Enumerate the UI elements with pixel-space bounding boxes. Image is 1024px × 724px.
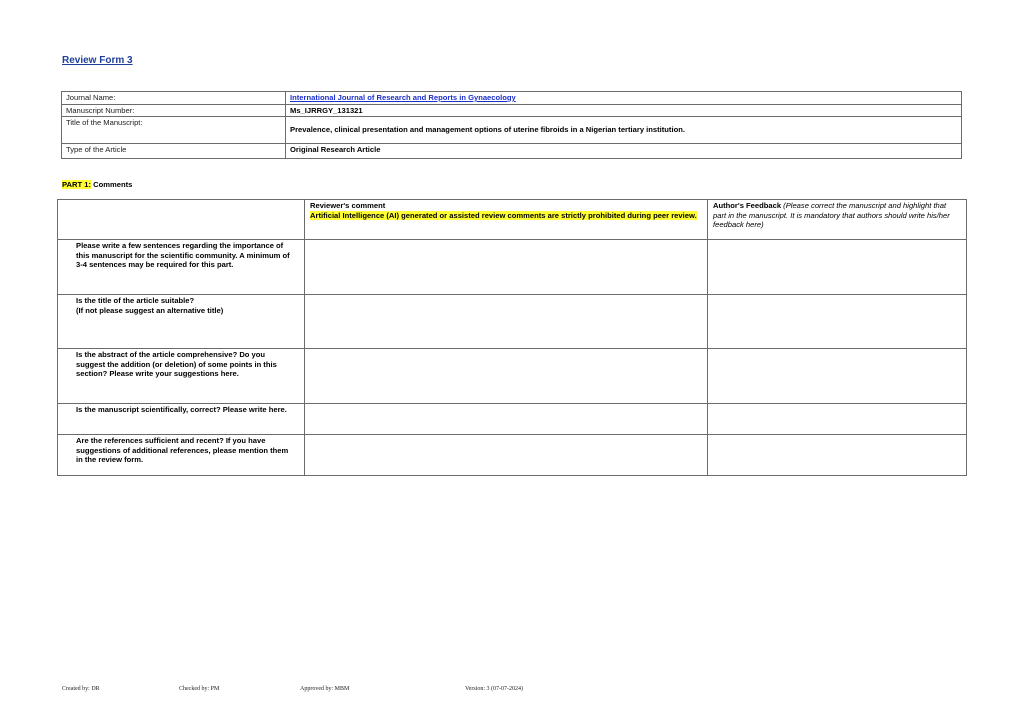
- reviewer-comment-header: Reviewer's comment: [310, 201, 386, 210]
- journal-row: [62, 92, 962, 105]
- part1-prefix: PART 1:: [62, 180, 91, 189]
- manuscript-number-value: Ms_IJRRGY_131321: [286, 104, 962, 117]
- part1-suffix: Comments: [90, 180, 133, 189]
- author-feedback-cell[interactable]: [708, 435, 967, 476]
- form-title: Review Form 3: [62, 55, 133, 66]
- reviewer-header-cell: [305, 200, 708, 240]
- article-type-row: [62, 144, 962, 159]
- manuscript-title-row: [62, 117, 962, 144]
- journal-label: Journal Name:: [62, 92, 286, 105]
- question-text: Is the manuscript scientifically, correct? Please write here.: [58, 404, 305, 435]
- header-empty-cell: [58, 200, 305, 240]
- footer-checked-by: Checked by: PM: [179, 686, 220, 692]
- question-row: [58, 349, 967, 404]
- question-text: Is the title of the article suitable? (If not please suggest an alternative title): [58, 295, 305, 349]
- question-row: [58, 295, 967, 349]
- journal-value-cell: [286, 92, 962, 105]
- manuscript-number-label: Manuscript Number:: [62, 104, 286, 117]
- reviewer-comment-cell[interactable]: [305, 295, 708, 349]
- part1-heading: [62, 180, 132, 189]
- author-feedback-instructions: (Please correct the manuscript and highlight that part in the manuscript. It is mandatory that authors should write his/her feedback here): [713, 201, 950, 229]
- author-feedback-cell[interactable]: [708, 295, 967, 349]
- comments-header-row: [58, 200, 967, 240]
- footer-created-by: Created by: DR: [62, 686, 100, 692]
- ai-prohibition-notice: Artificial Intelligence (AI) generated or assisted review comments are strictly prohibited during peer review.: [310, 210, 697, 220]
- manuscript-info-table: [61, 91, 962, 159]
- question-row: [58, 240, 967, 295]
- question-row: [58, 435, 967, 476]
- reviewer-comment-cell[interactable]: [305, 404, 708, 435]
- author-feedback-cell[interactable]: [708, 404, 967, 435]
- manuscript-title-label: Title of the Manuscript:: [62, 117, 286, 144]
- footer-version: Version: 3 (07-07-2024): [465, 686, 523, 692]
- comments-table: [57, 199, 967, 476]
- footer-approved-by: Approved by: MBM: [300, 686, 350, 692]
- author-feedback-cell[interactable]: [708, 240, 967, 295]
- journal-link[interactable]: International Journal of Research and Reports in Gynaecology: [290, 93, 516, 102]
- reviewer-comment-cell[interactable]: [305, 349, 708, 404]
- question-text: Is the abstract of the article comprehensive? Do you suggest the addition (or deletion) of some points in this section? Please write your suggestions here.: [58, 349, 305, 404]
- question-text: Please write a few sentences regarding the importance of this manuscript for the scientific community. A minimum of 3-4 sentences may be required for this part.: [58, 240, 305, 295]
- question-text: Are the references sufficient and recent? If you have suggestions of additional references, please mention them in the review form.: [58, 435, 305, 476]
- reviewer-comment-cell[interactable]: [305, 240, 708, 295]
- article-type-label: Type of the Article: [62, 144, 286, 159]
- reviewer-comment-cell[interactable]: [305, 435, 708, 476]
- manuscript-title-value: Prevalence, clinical presentation and management options of uterine fibroids in a Nigerian tertiary institution.: [286, 117, 962, 144]
- manuscript-number-row: [62, 104, 962, 117]
- question-row: [58, 404, 967, 435]
- author-feedback-header: Author's Feedback: [713, 201, 782, 210]
- author-feedback-header-cell: [708, 200, 967, 240]
- author-feedback-cell[interactable]: [708, 349, 967, 404]
- article-type-value: Original Research Article: [286, 144, 962, 159]
